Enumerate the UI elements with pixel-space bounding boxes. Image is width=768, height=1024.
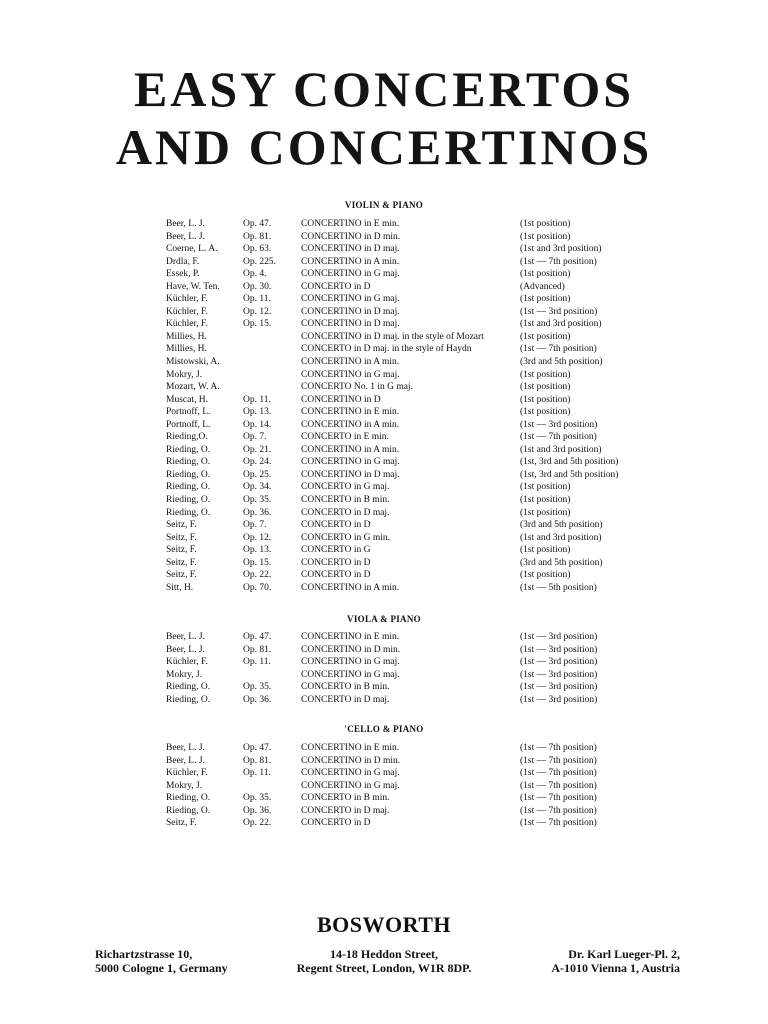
composer-name: Mokry, J.	[166, 369, 203, 380]
listing-row	[0, 681, 768, 694]
listing-row	[0, 231, 768, 244]
opus-number: Op. 47.	[243, 219, 272, 229]
composer-name: Seitz, F.	[166, 532, 197, 543]
position-range: (1st, 3rd and 5th position)	[520, 457, 619, 468]
position-range: (1st — 3rd position)	[520, 419, 598, 430]
opus-number: Op. 36.	[243, 507, 272, 518]
listing-row	[0, 544, 768, 557]
address-line: Regent Street, London, W1R 8DP.	[296, 961, 472, 975]
work-title: CONCERTINO in D maj. in the style of Mozart	[301, 331, 484, 342]
opus-number: Op. 81.	[243, 644, 272, 655]
work-title: CONCERTINO in E min.	[301, 632, 400, 642]
listing-row	[0, 243, 768, 256]
section-heading-viola: VIOLA & PIANO	[347, 614, 421, 624]
work-title: CONCERTINO in G maj.	[301, 369, 400, 380]
work-title: CONCERTO in D maj. in the style of Haydn	[301, 344, 472, 355]
composer-name: Küchler, F.	[166, 294, 208, 305]
address-line: A-1010 Vienna 1, Austria	[551, 961, 680, 975]
listing-row	[0, 356, 768, 369]
composer-name: Küchler, F.	[166, 306, 208, 317]
opus-number: Op. 22.	[243, 818, 272, 829]
composer-name: Mozart, W. A.	[166, 382, 220, 393]
opus-number: Op. 7.	[243, 520, 267, 531]
address-vienna	[551, 947, 680, 975]
opus-number: Op. 12.	[243, 532, 272, 543]
opus-number: Op. 47.	[243, 743, 272, 753]
work-title: CONCERTO in D	[301, 557, 371, 568]
position-range: (1st — 3rd position)	[520, 694, 598, 705]
listing-row	[0, 318, 768, 331]
composer-name: Seitz, F.	[166, 520, 197, 531]
work-title: CONCERTINO in A min.	[301, 357, 400, 368]
listing-row	[0, 469, 768, 482]
address-line: 14-18 Heddon Street,	[329, 947, 439, 961]
position-range: (1st — 3rd position)	[520, 657, 598, 668]
opus-number: Op. 14.	[243, 419, 272, 430]
position-range: (1st and 3rd position)	[520, 244, 602, 255]
work-title: CONCERTO in B min.	[301, 793, 390, 804]
composer-name: Mokry, J.	[166, 780, 203, 791]
position-range: (1st, 3rd and 5th position)	[520, 469, 619, 480]
composer-name: Seitz, F.	[166, 570, 197, 581]
position-range: (1st — 7th position)	[520, 818, 597, 829]
composer-name: Sitt, H.	[166, 582, 194, 593]
composer-name: Küchler, F.	[166, 768, 208, 779]
position-range: (1st — 7th position)	[520, 755, 597, 766]
position-range: (1st and 3rd position)	[520, 444, 602, 455]
listing-row	[0, 456, 768, 469]
listing-row	[0, 656, 768, 669]
position-range: (3rd and 5th position)	[520, 557, 603, 568]
composer-name: Drdla, F.	[166, 256, 200, 267]
composer-name: Seitz, F.	[166, 557, 197, 568]
composer-name: Rieding,O.	[166, 432, 208, 443]
work-title: CONCERTINO in D maj.	[301, 306, 400, 317]
opus-number: Op. 30.	[243, 281, 272, 292]
composer-name: Rieding, O.	[166, 444, 211, 455]
position-range: (1st — 7th position)	[520, 805, 597, 816]
opus-number: Op. 21.	[243, 444, 272, 455]
position-range: (1st — 3rd position)	[520, 306, 598, 317]
listing-row	[0, 406, 768, 419]
listing-row	[0, 694, 768, 707]
composer-name: Millies, H.	[166, 344, 207, 355]
listing-row	[0, 293, 768, 306]
composer-name: Rieding, O.	[166, 694, 211, 705]
listing-row	[0, 792, 768, 805]
listing-row	[0, 569, 768, 582]
position-range: (1st — 7th position)	[520, 780, 597, 791]
listing-row	[0, 369, 768, 382]
work-title: CONCERTINO in E min.	[301, 219, 400, 229]
work-title: CONCERTINO in G maj.	[301, 780, 400, 791]
opus-number: Op. 13.	[243, 545, 272, 556]
violin-entries-list	[0, 218, 768, 594]
listing-row	[0, 755, 768, 768]
work-title: CONCERTO in D maj.	[301, 694, 390, 705]
work-title: CONCERTO in D maj.	[301, 507, 390, 518]
work-title: CONCERTO in E min.	[301, 432, 389, 443]
work-title: CONCERTINO in D min.	[301, 644, 401, 655]
position-range: (1st — 7th position)	[520, 344, 597, 355]
listing-row	[0, 817, 768, 830]
listing-row	[0, 481, 768, 494]
work-title: CONCERTO in D	[301, 818, 371, 829]
position-range: (1st position)	[520, 570, 571, 581]
composer-name: Seitz, F.	[166, 818, 197, 829]
composer-name: Portnoff, L.	[166, 419, 211, 430]
position-range: (1st position)	[520, 369, 571, 380]
listing-row	[0, 306, 768, 319]
composer-name: Rieding, O.	[166, 682, 211, 693]
work-title: CONCERTINO in A min.	[301, 582, 400, 593]
work-title: CONCERTO in D	[301, 281, 371, 292]
composer-name: Rieding, O.	[166, 507, 211, 518]
cello-entries-list	[0, 742, 768, 830]
position-range: (1st — 7th position)	[520, 793, 597, 804]
opus-number: Op. 11.	[243, 768, 271, 779]
opus-number: Op. 15.	[243, 319, 272, 330]
position-range: (1st position)	[520, 382, 571, 393]
viola-entries-list	[0, 631, 768, 706]
opus-number: Op. 12.	[243, 306, 272, 317]
position-range: (3rd and 5th position)	[520, 357, 603, 368]
position-range: (1st position)	[520, 545, 571, 556]
listing-row	[0, 381, 768, 394]
composer-name: Rieding, O.	[166, 793, 211, 804]
work-title: CONCERTINO in A min.	[301, 419, 400, 430]
opus-number: Op. 225.	[243, 256, 276, 267]
work-title: CONCERTINO in E min.	[301, 743, 400, 753]
position-range: (1st position)	[520, 219, 571, 229]
opus-number: Op. 81.	[243, 755, 272, 766]
composer-name: Beer, L. J.	[166, 644, 205, 655]
work-title: CONCERTINO in G maj.	[301, 294, 400, 305]
section-heading-violin: VIOLIN & PIANO	[344, 200, 424, 210]
address-line: Dr. Karl Lueger-Pl. 2,	[568, 947, 680, 961]
composer-name: Beer, L. J.	[166, 231, 205, 242]
position-range: (1st position)	[520, 231, 571, 242]
position-range: (1st — 3rd position)	[520, 632, 598, 642]
composer-name: Küchler, F.	[166, 657, 208, 668]
address-line: 5000 Cologne 1, Germany	[95, 961, 228, 975]
opus-number: Op. 11.	[243, 394, 271, 405]
work-title: CONCERTINO in E min.	[301, 407, 400, 418]
composer-name: Rieding, O.	[166, 457, 211, 468]
opus-number: Op. 35.	[243, 793, 272, 804]
composer-name: Millies, H.	[166, 331, 207, 342]
work-title: CONCERTINO in G maj.	[301, 657, 400, 668]
position-range: (1st position)	[520, 482, 571, 493]
work-title: CONCERTINO in D min.	[301, 755, 401, 766]
listing-row	[0, 742, 768, 755]
composer-name: Rieding, O.	[166, 469, 211, 480]
opus-number: Op. 24.	[243, 457, 272, 468]
listing-row	[0, 669, 768, 682]
position-range: (1st — 5th position)	[520, 582, 597, 593]
position-range: (1st — 7th position)	[520, 256, 597, 267]
opus-number: Op. 15.	[243, 557, 272, 568]
listing-row	[0, 557, 768, 570]
position-range: (1st — 7th position)	[520, 432, 597, 443]
listing-row	[0, 331, 768, 344]
address-line: Richartzstrasse 10,	[95, 947, 193, 961]
position-range: (Advanced)	[520, 281, 565, 292]
listing-row	[0, 444, 768, 457]
composer-name: Rieding, O.	[166, 482, 211, 493]
opus-number: Op. 34.	[243, 482, 272, 493]
position-range: (1st position)	[520, 495, 571, 506]
position-range: (1st and 3rd position)	[520, 319, 602, 330]
listing-row	[0, 494, 768, 507]
page-title-line-1: EASY CONCERTOS	[133, 61, 635, 117]
listing-row	[0, 268, 768, 281]
publisher-name: BOSWORTH	[316, 912, 452, 937]
listing-row	[0, 644, 768, 657]
composer-name: Rieding, O.	[166, 805, 211, 816]
section-heading-cello: 'CELLO & PIANO	[344, 724, 424, 734]
opus-number: Op. 7.	[243, 432, 267, 443]
composer-name: Beer, L. J.	[166, 755, 205, 766]
opus-number: Op. 4.	[243, 269, 267, 280]
work-title: CONCERTO in G min.	[301, 532, 390, 543]
position-range: (1st — 3rd position)	[520, 644, 598, 655]
work-title: CONCERTO in B min.	[301, 495, 390, 506]
opus-number: Op. 35.	[243, 495, 272, 506]
work-title: CONCERTINO in D	[301, 394, 381, 405]
opus-number: Op. 13.	[243, 407, 272, 418]
listing-row	[0, 582, 768, 595]
opus-number: Op. 36.	[243, 694, 272, 705]
opus-number: Op. 35.	[243, 682, 272, 693]
composer-name: Beer, L. J.	[166, 632, 205, 642]
composer-name: Mistowski, A.	[166, 357, 220, 368]
position-range: (1st position)	[520, 269, 571, 280]
composer-name: Mokry, J.	[166, 669, 203, 680]
work-title: CONCERTINO in D min.	[301, 231, 401, 242]
composer-name: Coerne, L. A.	[166, 244, 218, 255]
work-title: CONCERTO in D	[301, 520, 371, 531]
composer-name: Beer, L. J.	[166, 743, 205, 753]
work-title: CONCERTINO in G maj.	[301, 457, 400, 468]
work-title: CONCERTO No. 1 in G maj.	[301, 382, 413, 393]
listing-row	[0, 767, 768, 780]
work-title: CONCERTO in B min.	[301, 682, 390, 693]
composer-name: Muscat, H.	[166, 394, 208, 405]
position-range: (3rd and 5th position)	[520, 520, 603, 531]
composer-name: Beer, L. J.	[166, 219, 205, 229]
work-title: CONCERTINO in G maj.	[301, 269, 400, 280]
work-title: CONCERTO in G	[301, 545, 371, 556]
work-title: CONCERTINO in D maj.	[301, 469, 400, 480]
listing-row	[0, 281, 768, 294]
work-title: CONCERTINO in D maj.	[301, 319, 400, 330]
composer-name: Seitz, F.	[166, 545, 197, 556]
opus-number: Op. 11.	[243, 657, 271, 668]
work-title: CONCERTINO in A min.	[301, 444, 400, 455]
opus-number: Op. 47.	[243, 632, 272, 642]
work-title: CONCERTINO in G maj.	[301, 768, 400, 779]
listing-row	[0, 519, 768, 532]
position-range: (1st — 7th position)	[520, 743, 597, 753]
position-range: (1st — 3rd position)	[520, 682, 598, 693]
position-range: (1st position)	[520, 394, 571, 405]
work-title: CONCERTO in D	[301, 570, 371, 581]
listing-row	[0, 431, 768, 444]
opus-number: Op. 63.	[243, 244, 272, 255]
position-range: (1st position)	[520, 331, 571, 342]
listing-row	[0, 532, 768, 545]
opus-number: Op. 36.	[243, 805, 272, 816]
work-title: CONCERTINO in G maj.	[301, 669, 400, 680]
position-range: (1st — 7th position)	[520, 768, 597, 779]
work-title: CONCERTO in D maj.	[301, 805, 390, 816]
opus-number: Op. 81.	[243, 231, 272, 242]
composer-name: Küchler, F.	[166, 319, 208, 330]
listing-row	[0, 394, 768, 407]
position-range: (1st position)	[520, 407, 571, 418]
position-range: (1st and 3rd position)	[520, 532, 602, 543]
composer-name: Essek, P.	[166, 269, 200, 280]
opus-number: Op. 22.	[243, 570, 272, 581]
position-range: (1st position)	[520, 294, 571, 305]
listing-row	[0, 780, 768, 793]
listing-row	[0, 343, 768, 356]
position-range: (1st — 3rd position)	[520, 669, 598, 680]
work-title: CONCERTO in G maj.	[301, 482, 390, 493]
opus-number: Op. 25.	[243, 469, 272, 480]
listing-row	[0, 507, 768, 520]
position-range: (1st position)	[520, 507, 571, 518]
listing-row	[0, 419, 768, 432]
work-title: CONCERTINO in D maj.	[301, 244, 400, 255]
composer-name: Portnoff, L.	[166, 407, 211, 418]
composer-name: Rieding, O.	[166, 495, 211, 506]
opus-number: Op. 70.	[243, 582, 272, 593]
page-title-line-2: AND CONCERTINOS	[115, 119, 653, 175]
opus-number: Op. 11.	[243, 294, 271, 305]
work-title: CONCERTINO in A min.	[301, 256, 400, 267]
listing-row	[0, 256, 768, 269]
listing-row	[0, 805, 768, 818]
composer-name: Have, W. Ten.	[166, 281, 220, 292]
listing-row	[0, 218, 768, 231]
listing-row	[0, 631, 768, 644]
